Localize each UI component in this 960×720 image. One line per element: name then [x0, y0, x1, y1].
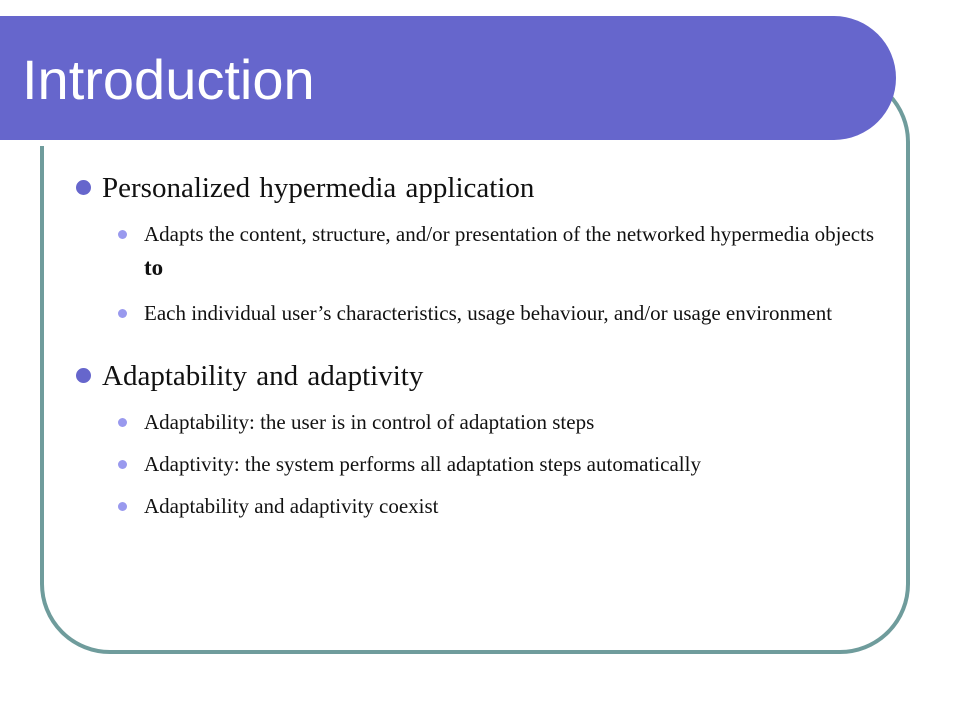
title-bar	[0, 16, 896, 140]
bullet-dot-icon	[118, 230, 127, 239]
bullet-heading: Personalized hypermedia application	[102, 172, 535, 204]
bullet-dot-icon	[76, 180, 91, 195]
bullet-level1	[76, 356, 886, 396]
sub-bullet	[118, 448, 886, 481]
sub-bullet-list	[118, 218, 886, 330]
bullet-dot-icon	[76, 368, 91, 383]
bullet-group-2	[76, 356, 886, 523]
sub-bullet-text: Adaptability and adaptivity coexist	[144, 494, 439, 518]
sub-bullet-list	[118, 406, 886, 523]
bullet-dot-icon	[118, 502, 127, 511]
sub-bullet	[118, 218, 886, 285]
bullet-group-1	[76, 168, 886, 330]
bullet-dot-icon	[118, 460, 127, 469]
sub-bullet-text: Adapts the content, structure, and/or presentation of the networked hypermedia objects	[144, 222, 875, 246]
bullet-heading: Adaptability and adaptivity	[102, 360, 424, 392]
slide-title: Introduction	[22, 48, 315, 111]
bullet-level1	[76, 168, 886, 208]
sub-bullet	[118, 490, 886, 523]
sub-bullet-text: Adaptivity: the system performs all adaptation steps automatically	[144, 452, 701, 476]
bullet-dot-icon	[118, 418, 127, 427]
sub-bullet	[118, 406, 886, 439]
slide-body	[76, 168, 886, 532]
sub-bullet	[118, 297, 886, 330]
sub-bullet-emphasis: to	[144, 255, 164, 280]
bullet-dot-icon	[118, 309, 127, 318]
sub-bullet-text: Each individual user’s characteristics, usage behaviour, and/or usage environment	[144, 301, 833, 325]
sub-bullet-text: Adaptability: the user is in control of adaptation steps	[144, 410, 595, 434]
title-underline	[0, 140, 848, 146]
